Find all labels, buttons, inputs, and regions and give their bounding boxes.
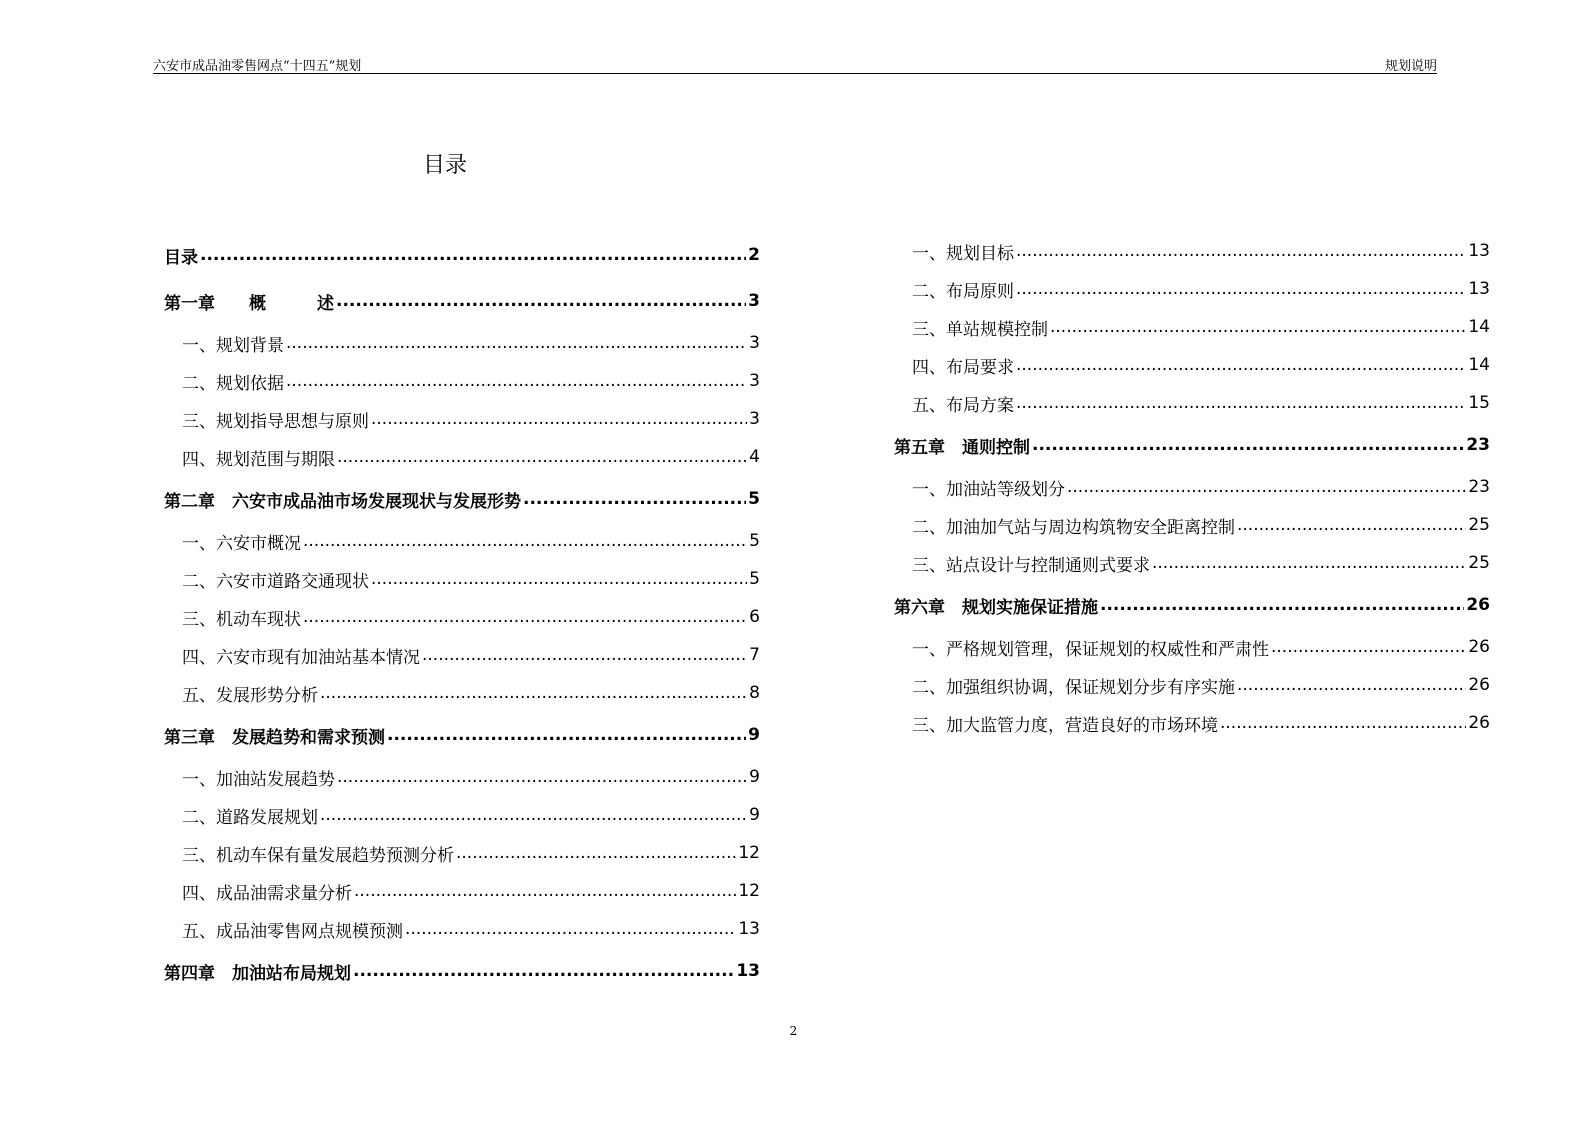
toc-entry-title: 四、规划范围与期限	[182, 449, 335, 470]
toc-chapter-entry[interactable]	[164, 232, 760, 278]
toc-leader-dots	[303, 531, 747, 551]
toc-entry-title: 三、加大监管力度，营造良好的市场环境	[912, 715, 1218, 736]
toc-entry-title: 第三章 发展趋势和需求预测	[164, 727, 385, 748]
toc-entry-page: 3	[749, 409, 760, 429]
toc-entry-title: 二、道路发展规划	[182, 807, 318, 828]
toc-entry-title: 第六章 规划实施保证措施	[894, 597, 1098, 618]
toc-entry-title: 三、单站规模控制	[912, 319, 1048, 340]
toc-entry-title: 五、成品油零售网点规模预测	[182, 921, 403, 942]
toc-chapter-entry[interactable]	[894, 422, 1490, 468]
toc-section-entry[interactable]	[164, 438, 760, 476]
toc-leader-dots	[1016, 241, 1466, 261]
toc-entry-title: 目录	[164, 247, 198, 268]
toc-entry-title: 四、六安市现有加油站基本情况	[182, 647, 420, 668]
toc-entry-page: 13	[738, 919, 760, 939]
toc-leader-dots	[320, 683, 747, 703]
toc-leader-dots	[1032, 435, 1464, 455]
toc-entry-page: 15	[1468, 393, 1490, 413]
toc-entry-page: 3	[748, 291, 760, 311]
toc-section-entry[interactable]	[894, 628, 1490, 666]
toc-section-entry[interactable]	[164, 636, 760, 674]
toc-entry-title: 一、加油站发展趋势	[182, 769, 335, 790]
toc-section-entry[interactable]	[894, 308, 1490, 346]
toc-leader-dots	[1152, 553, 1466, 573]
toc-entry-title: 第二章 六安市成品油市场发展现状与发展形势	[164, 491, 521, 512]
toc-entry-page: 13	[1468, 279, 1490, 299]
toc-entry-page: 7	[749, 645, 760, 665]
toc-entry-title: 四、成品油需求量分析	[182, 883, 352, 904]
toc-section-entry[interactable]	[894, 346, 1490, 384]
toc-entry-page: 12	[738, 843, 760, 863]
toc-entry-page: 2	[748, 245, 760, 265]
toc-heading: 目录	[422, 153, 467, 178]
toc-leader-dots	[1220, 713, 1466, 733]
toc-leader-dots	[1237, 515, 1466, 535]
toc-entry-page: 14	[1468, 355, 1490, 375]
toc-entry-page: 5	[749, 531, 760, 551]
toc-entry-page: 23	[1466, 435, 1490, 455]
toc-section-entry[interactable]	[164, 758, 760, 796]
toc-entry-title: 五、发展形势分析	[182, 685, 318, 706]
toc-entry-page: 26	[1466, 595, 1490, 615]
toc-entry-title: 五、布局方案	[912, 395, 1014, 416]
toc-leader-dots	[523, 489, 746, 509]
toc-entry-page: 9	[748, 725, 760, 745]
toc-left-column	[164, 232, 760, 994]
toc-entry-title: 二、加油加气站与周边构筑物安全距离控制	[912, 517, 1235, 538]
toc-entry-title: 第四章 加油站布局规划	[164, 963, 351, 984]
toc-leader-dots	[1100, 595, 1464, 615]
header-document-title: 六安市成品油零售网点“十四五”规划	[153, 59, 362, 74]
toc-leader-dots	[1016, 393, 1466, 413]
toc-entry-page: 8	[749, 683, 760, 703]
toc-section-entry[interactable]	[164, 834, 760, 872]
toc-entry-page: 6	[749, 607, 760, 627]
toc-leader-dots	[371, 569, 747, 589]
toc-section-entry[interactable]	[164, 362, 760, 400]
toc-entry-page: 25	[1468, 553, 1490, 573]
toc-leader-dots	[1067, 477, 1466, 497]
toc-leader-dots	[422, 645, 747, 665]
toc-entry-page: 5	[748, 489, 760, 509]
toc-leader-dots	[1271, 637, 1466, 657]
toc-section-entry[interactable]	[164, 560, 760, 598]
toc-section-entry[interactable]	[894, 666, 1490, 704]
toc-leader-dots	[1050, 317, 1466, 337]
toc-entry-title: 三、机动车保有量发展趋势预测分析	[182, 845, 454, 866]
header-section-label: 规划说明	[1384, 59, 1437, 74]
toc-entry-title: 二、布局原则	[912, 281, 1014, 302]
toc-section-entry[interactable]	[894, 270, 1490, 308]
toc-entry-title: 三、机动车现状	[182, 609, 301, 630]
toc-leader-dots	[200, 245, 746, 265]
toc-entry-title: 二、规划依据	[182, 373, 284, 394]
toc-leader-dots	[337, 767, 747, 787]
toc-leader-dots	[353, 961, 734, 981]
toc-entry-page: 5	[749, 569, 760, 589]
toc-entry-page: 14	[1468, 317, 1490, 337]
toc-entry-page: 12	[738, 881, 760, 901]
toc-entry-title: 第一章 概 述	[164, 293, 334, 314]
toc-leader-dots	[336, 291, 746, 311]
toc-entry-page: 4	[749, 447, 760, 467]
toc-entry-title: 一、六安市概况	[182, 533, 301, 554]
toc-leader-dots	[320, 805, 747, 825]
toc-leader-dots	[286, 333, 747, 353]
toc-section-entry[interactable]	[164, 400, 760, 438]
running-header	[153, 55, 1437, 74]
toc-entry-page: 3	[749, 371, 760, 391]
toc-leader-dots	[1016, 355, 1466, 375]
toc-section-entry[interactable]	[894, 468, 1490, 506]
toc-leader-dots	[1016, 279, 1466, 299]
toc-section-entry[interactable]	[894, 232, 1490, 270]
toc-entry-title: 一、规划背景	[182, 335, 284, 356]
toc-entry-page: 9	[749, 805, 760, 825]
toc-section-entry[interactable]	[894, 384, 1490, 422]
toc-chapter-entry[interactable]	[164, 712, 760, 758]
toc-entry-page: 26	[1468, 675, 1490, 695]
toc-entry-title: 四、布局要求	[912, 357, 1014, 378]
toc-section-entry[interactable]	[164, 872, 760, 910]
toc-section-entry[interactable]	[894, 544, 1490, 582]
page-number: 2	[789, 1024, 798, 1038]
toc-chapter-entry[interactable]	[164, 278, 760, 324]
toc-leader-dots	[354, 881, 736, 901]
toc-entry-title: 三、规划指导思想与原则	[182, 411, 369, 432]
toc-entry-title: 一、规划目标	[912, 243, 1014, 264]
toc-entry-page: 26	[1468, 713, 1490, 733]
toc-leader-dots	[286, 371, 747, 391]
toc-leader-dots	[456, 843, 736, 863]
toc-leader-dots	[1237, 675, 1466, 695]
toc-entry-page: 3	[749, 333, 760, 353]
toc-entry-page: 25	[1468, 515, 1490, 535]
toc-section-entry[interactable]	[164, 910, 760, 948]
toc-section-entry[interactable]	[894, 704, 1490, 742]
toc-leader-dots	[405, 919, 736, 939]
toc-right-column	[894, 232, 1490, 742]
toc-entry-page: 23	[1468, 477, 1490, 497]
toc-entry-page: 26	[1468, 637, 1490, 657]
toc-section-entry[interactable]	[164, 598, 760, 636]
toc-entry-title: 一、严格规划管理，保证规划的权威性和严肃性	[912, 639, 1269, 660]
toc-entry-page: 13	[736, 961, 760, 981]
toc-leader-dots	[371, 409, 747, 429]
toc-section-entry[interactable]	[164, 796, 760, 834]
toc-entry-title: 三、站点设计与控制通则式要求	[912, 555, 1150, 576]
toc-section-entry[interactable]	[164, 324, 760, 362]
toc-leader-dots	[337, 447, 747, 467]
toc-section-entry[interactable]	[164, 522, 760, 560]
toc-chapter-entry[interactable]	[164, 948, 760, 994]
toc-chapter-entry[interactable]	[164, 476, 760, 522]
toc-entry-title: 二、加强组织协调，保证规划分步有序实施	[912, 677, 1235, 698]
toc-entry-page: 13	[1468, 241, 1490, 261]
toc-entry-title: 二、六安市道路交通现状	[182, 571, 369, 592]
toc-section-entry[interactable]	[164, 674, 760, 712]
toc-entry-title: 第五章 通则控制	[894, 437, 1030, 458]
toc-entry-page: 9	[749, 767, 760, 787]
toc-chapter-entry[interactable]	[894, 582, 1490, 628]
toc-leader-dots	[387, 725, 746, 745]
toc-entry-title: 一、加油站等级划分	[912, 479, 1065, 500]
toc-leader-dots	[303, 607, 747, 627]
toc-section-entry[interactable]	[894, 506, 1490, 544]
